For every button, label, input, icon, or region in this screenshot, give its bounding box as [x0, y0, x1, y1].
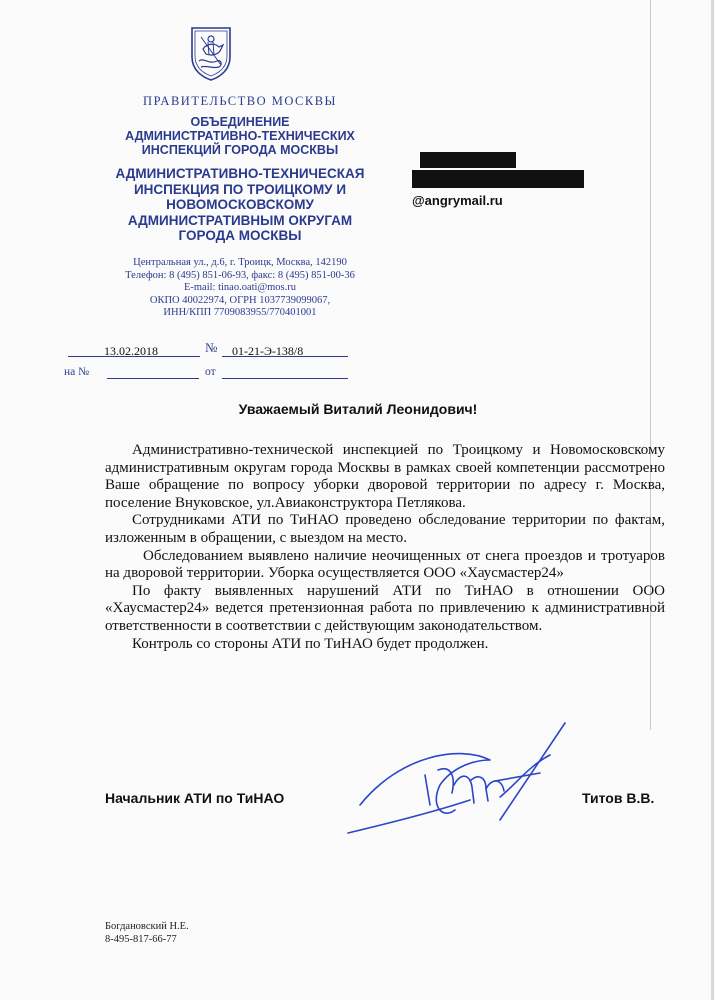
letter-body: [105, 442, 665, 653]
ref-date-label: от: [205, 366, 216, 378]
ref-date-underline: [222, 378, 348, 379]
org-title: [70, 115, 410, 157]
address: Центральная ул., д.6, г. Троицк, Москва, 142190: [133, 257, 347, 268]
recipient-email: @angrymail.ru: [412, 193, 503, 208]
redaction-bar: [412, 170, 584, 188]
org-title-line: ОБЪЕДИНЕНИЕ: [190, 115, 290, 129]
signer-name: Титов В.В.: [582, 790, 655, 806]
ref-number-label: на №: [64, 366, 90, 378]
number-sign: №: [205, 340, 218, 355]
paragraph: По факту выявленных нарушений АТИ по ТиНАО в отношении ООО «Хаусмастер24» ведется претензионная работа по привлечению к административной ответственности в соответствии с действующим законодательством.: [105, 582, 665, 634]
paragraph: Административно-технической инспекцией по Троицкому и Новомосковскому административным округам города Москвы в рамках своей компетенции рассмотрено Ваше обращение по вопросу уборки дворовой территории по адресу г. Москва, поселение Внуковское, ул.Авиаконструктора Петлякова.: [105, 442, 665, 511]
inspection-title: [70, 166, 410, 244]
redaction-bar: [420, 152, 516, 168]
moscow-emblem-icon: [189, 25, 233, 81]
okpo-ogrn: ОКПО 40022974, ОГРН 1037739099067,: [149, 294, 331, 306]
inspection-title-line: АДМИНИСТРАТИВНЫМ ОКРУГАМ: [127, 212, 353, 228]
government-title: ПРАВИТЕЛЬСТВО МОСКВЫ: [143, 94, 337, 108]
paragraph: Обследованием выявлено наличие неочищенных от снега проездов и тротуаров на дворовой территории. Уборка осуществляется ООО «Хаусмастер24»: [105, 547, 665, 582]
handwritten-signature: [330, 715, 590, 840]
inspection-title-line: ГОРОДА МОСКВЫ: [178, 228, 302, 243]
org-title-line: ИНСПЕКЦИЙ ГОРОДА МОСКВЫ: [141, 143, 339, 157]
contact-block: [70, 257, 410, 320]
org-title-line: АДМИНИСТРАТИВНО-ТЕХНИЧЕСКИХ: [125, 129, 355, 143]
executor-phone: 8-495-817-66-77: [105, 934, 177, 945]
email-address: E-mail: tinao.oati@mos.ru: [183, 282, 297, 293]
greeting: Уважаемый Виталий Леонидович!: [238, 401, 478, 417]
paragraph: Сотрудниками АТИ по ТиНАО проведено обследование территории по фактам, изложенным в обращении, с выездом на место.: [105, 512, 665, 546]
paragraph: Контроль со стороны АТИ по ТиНАО будет продолжен.: [132, 635, 489, 652]
outgoing-number: 01-21-Э-138/8: [232, 344, 304, 358]
inspection-title-line: ИНСПЕКЦИЯ ПО ТРОИЦКОМУ И: [133, 181, 347, 197]
page-edge: [711, 0, 714, 1000]
signer-position: Начальник АТИ по ТиНАО: [105, 790, 285, 806]
executor-name: Богдановский Н.Е.: [105, 921, 189, 932]
inn-kpp: ИНН/КПП 7709083955/770401001: [163, 307, 317, 318]
outgoing-date: 13.02.2018: [104, 344, 158, 358]
ref-number-underline: [107, 378, 199, 379]
inspection-title-line: АДМИНИСТРАТИВНО-ТЕХНИЧЕСКАЯ: [115, 166, 365, 181]
executor-block: [105, 920, 189, 946]
inspection-title-line: НОВОМОСКОВСКОМУ: [166, 197, 314, 212]
phone-fax: Телефон: 8 (495) 851-06-93, факс: 8 (495) 851-00-36: [125, 269, 355, 281]
